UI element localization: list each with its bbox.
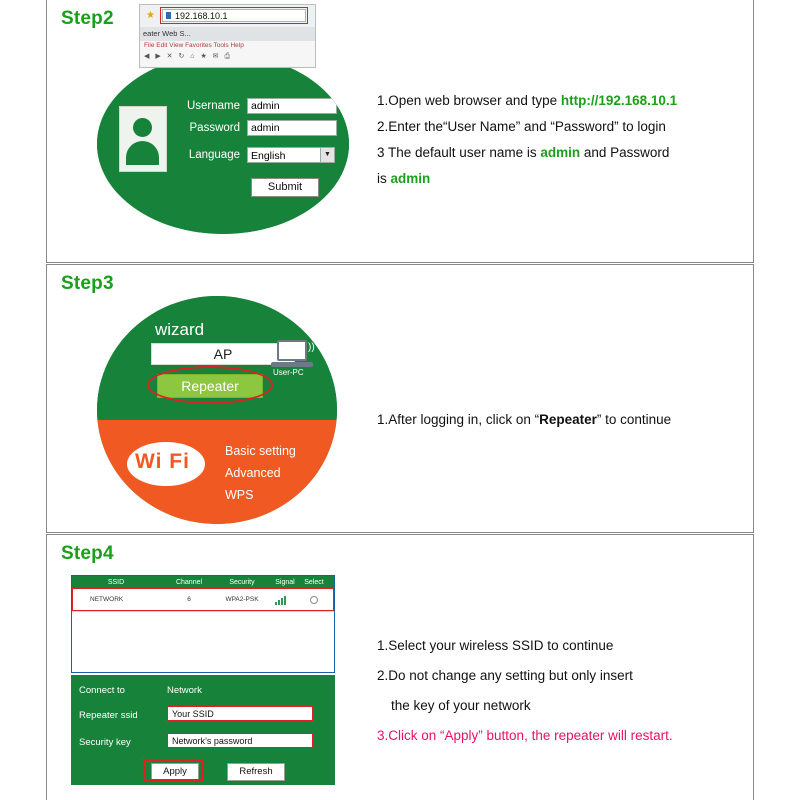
language-row <box>181 147 335 163</box>
menu-item-advanced[interactable]: Advanced <box>225 466 281 480</box>
password-input[interactable]: admin <box>247 120 337 136</box>
refresh-button[interactable]: Refresh <box>227 763 285 781</box>
repeater-ssid-label: Repeater ssid <box>79 710 138 721</box>
step3-instructions <box>377 412 757 427</box>
ssid-scan-table <box>71 575 335 673</box>
browser-toolbar <box>140 41 315 66</box>
step2-line4-a: is <box>377 171 391 186</box>
username-input[interactable]: admin <box>247 98 337 114</box>
column-header-select: Select <box>304 579 324 586</box>
language-select[interactable] <box>247 147 335 163</box>
column-header-channel: Channel <box>175 579 203 586</box>
browser-toolbar-icons: ◀ ▶ ✕ ↻ ⌂ ★ ✉ ⎙ <box>144 53 233 60</box>
step2-line4 <box>377 166 745 192</box>
avatar-body-icon <box>126 141 159 165</box>
repeater-ssid-input[interactable]: Your SSID <box>167 706 313 721</box>
cell-ssid: NETWORK <box>90 596 124 603</box>
wizard-title: wizard <box>155 320 205 339</box>
step2-instructions <box>377 88 745 192</box>
menu-item-wps[interactable]: WPS <box>225 488 254 502</box>
step4-line2: 2.Do not change any setting but only insert <box>377 668 633 683</box>
ap-button[interactable]: AP <box>151 343 295 365</box>
url-highlight-box <box>160 7 308 24</box>
repeater-config-form <box>71 675 335 785</box>
selected-row-highlight <box>72 588 334 611</box>
browser-tab[interactable]: eater Web S... <box>140 27 315 41</box>
avatar-head-icon <box>133 118 152 137</box>
cell-security: WPA2-PSK <box>225 596 259 603</box>
step2-line2: 2.Enter the“User Name” and “Password” to login <box>377 119 666 134</box>
panel-step2 <box>46 0 754 263</box>
device-label: User-PC <box>273 368 304 377</box>
security-key-input[interactable]: Network’s password <box>167 733 313 748</box>
step2-line1-text: 1.Open web browser and type <box>377 93 561 108</box>
step4-line3: 3.Click on “Apply” button, the repeater will restart. <box>377 728 673 743</box>
password-label: Password <box>189 122 240 134</box>
step3-label: Step3 <box>61 273 114 294</box>
browser-menu-text: File Edit View Favorites Tools Help <box>144 42 244 49</box>
connect-to-label: Connect to <box>79 685 125 696</box>
step3-line1-a: 1.After logging in, click on “ <box>377 412 540 427</box>
star-icon: ★ <box>146 10 155 21</box>
step2-label: Step2 <box>61 8 114 29</box>
step3-illustration <box>97 296 337 524</box>
panel-step3 <box>46 264 754 533</box>
apply-highlight-box <box>143 759 203 781</box>
signal-waves-icon: )) <box>308 342 315 353</box>
step2-default-password: admin <box>390 171 431 186</box>
cell-channel: 6 <box>187 596 191 603</box>
laptop-icon <box>271 340 317 380</box>
username-label: Username <box>186 100 240 112</box>
step2-default-username: admin <box>540 145 581 160</box>
panel-step4 <box>46 534 754 800</box>
menu-item-basic-setting[interactable]: Basic setting <box>225 444 296 458</box>
step2-line3-a: 3 The default user name is <box>377 145 541 160</box>
step2-url-link[interactable]: http://192.168.10.1 <box>560 93 678 108</box>
step4-instructions <box>377 631 777 751</box>
repeater-highlight-oval <box>147 366 273 404</box>
laptop-screen-icon <box>277 340 307 361</box>
wifi-logo-text: Wi Fi <box>135 450 190 473</box>
column-header-signal: Signal <box>275 579 295 586</box>
browser-url-bar <box>140 5 315 28</box>
username-row <box>181 98 337 114</box>
step3-repeater-keyword: Repeater <box>539 412 597 427</box>
url-input[interactable]: 192.168.10.1 <box>162 9 306 22</box>
password-row <box>181 120 337 136</box>
browser-window <box>139 4 316 68</box>
step2-line3 <box>377 140 745 166</box>
security-key-label: Security key <box>79 737 131 748</box>
apply-button[interactable]: Apply <box>151 763 199 781</box>
step4-line1: 1.Select your wireless SSID to continue <box>377 638 614 653</box>
language-select-value: English <box>251 150 286 162</box>
language-label: Language <box>188 149 240 161</box>
laptop-base-icon <box>271 362 313 367</box>
step2-line1 <box>377 88 745 114</box>
chevron-down-icon: ▼ <box>320 148 334 162</box>
submit-button[interactable]: Submit <box>251 178 319 197</box>
step2-line3-c: and Password <box>580 145 670 160</box>
step4-label: Step4 <box>61 543 114 564</box>
repeater-button[interactable]: Repeater <box>157 374 263 398</box>
column-header-ssid: SSID <box>107 579 125 586</box>
network-header-label: Network <box>167 685 202 696</box>
step3-line1-c: ” to continue <box>596 412 672 427</box>
avatar <box>119 106 167 172</box>
step4-line2b: the key of your network <box>391 698 531 713</box>
column-header-security: Security <box>229 579 255 586</box>
step2-illustration <box>97 54 349 234</box>
